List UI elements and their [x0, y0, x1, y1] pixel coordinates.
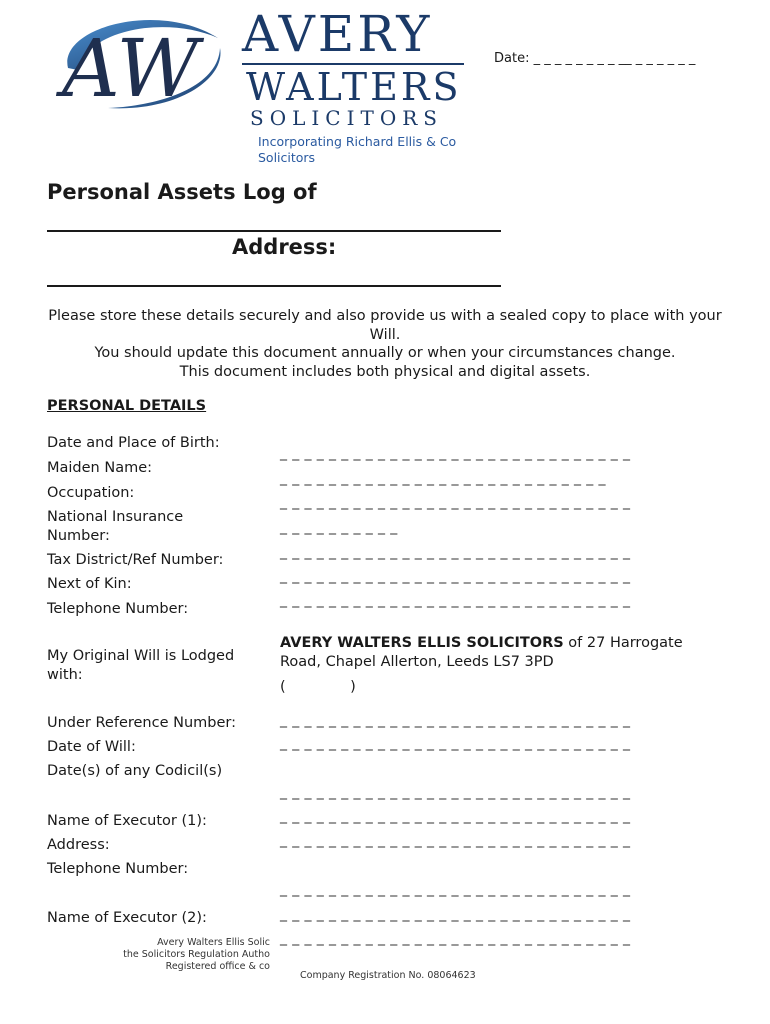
intro-line-3: This document includes both physical and digital assets.	[179, 363, 591, 380]
svg-text:AW: AW	[62, 22, 199, 112]
footer-line-2: the Solicitors Regulation Autho	[123, 949, 270, 960]
label-reference: Under Reference Number:	[47, 715, 237, 731]
entry-executor-1-address[interactable]: _ _ _ _ _ _ _ _ _ _ _ _ _ _ _ _ _ _ _ _ _ _ _ _ _ _ _ _ _	[280, 832, 631, 848]
entry-phone[interactable]: _ _ _ _ _ _ _ _ _ _ _ _ _ _ _ _ _ _ _ _ _ _ _ _ _ _ _ _ _	[280, 592, 631, 608]
entry-reference[interactable]: _ _ _ _ _ _ _ _ _ _ _ _ _ _ _ _ _ _ _ _ _ _ _ _ _ _ _ _ _	[280, 712, 631, 728]
footer-line-1: Avery Walters Ellis Solic	[157, 937, 270, 948]
address-heading: Address:	[232, 235, 337, 259]
entry-executor-1[interactable]: _ _ _ _ _ _ _ _ _ _ _ _ _ _ _ _ _ _ _ _ _ _ _ _ _ _ _ _ _	[280, 808, 631, 824]
entry-occupation[interactable]: _ _ _ _ _ _ _ _ _ _ _ _ _ _ _ _ _ _ _ _ _ _ _ _ _ _ _ _ _	[280, 494, 631, 510]
section-heading: PERSONAL DETAILS	[47, 398, 207, 414]
intro-line-2: You should update this document annually or when your circumstances change.	[94, 345, 676, 361]
name-entry-line[interactable]	[47, 230, 501, 232]
will-lodged-firm: AVERY WALTERS ELLIS SOLICITORS	[280, 635, 564, 651]
label-tax: Tax District/Ref Number:	[47, 552, 224, 568]
label-executor-1-phone: Telephone Number:	[47, 861, 189, 877]
intro-text	[47, 307, 723, 381]
will-lodged-address: of 27 Harrogate Road, Chapel Allerton, Leeds LS7 3PD	[280, 635, 683, 670]
label-will-lodged: My Original Will is Lodged with:	[47, 648, 235, 683]
address-entry-line[interactable]	[47, 285, 501, 287]
entry-maiden[interactable]: _ _ _ _ _ _ _ _ _ _ _ _ _ _ _ _ _ _ _ _ _ _ _ _ _ _ _	[280, 470, 606, 486]
footer-company-reg: Company Registration No. 08064623	[300, 970, 476, 981]
entry-tax[interactable]: _ _ _ _ _ _ _ _ _ _ _ _ _ _ _ _ _ _ _ _ _ _ _ _ _ _ _ _ _	[280, 544, 631, 560]
entry-codicil[interactable]: _ _ _ _ _ _ _ _ _ _ _ _ _ _ _ _ _ _ _ _ _ _ _ _ _ _ _ _ _	[280, 784, 631, 800]
label-executor-1-address: Address:	[47, 837, 110, 853]
firm-name-solicitors: SOLICITORS	[250, 106, 443, 130]
label-phone: Telephone Number:	[47, 601, 189, 617]
will-lodged-paren[interactable]: ( )	[280, 679, 356, 695]
firm-name-avery: AVERY	[242, 5, 433, 63]
entry-executor-2[interactable]: _ _ _ _ _ _ _ _ _ _ _ _ _ _ _ _ _ _ _ _ _ _ _ _ _ _ _ _ _	[280, 906, 631, 922]
label-maiden: Maiden Name:	[47, 460, 153, 476]
entry-ni[interactable]: _ _ _ _ _ _ _ _ _ _	[280, 519, 398, 535]
logo-aw-icon	[48, 8, 228, 112]
intro-line-1: Please store these details securely and also provide us with a sealed copy to place with your Will.	[48, 308, 722, 343]
date-field[interactable]: Date: _ _ _ _ _ _ _ _ __ _ _ _ _ _ _	[494, 51, 696, 66]
firm-incorporating: Incorporating Richard Ellis & Co Solicitors	[258, 134, 457, 165]
entry-birth[interactable]: _ _ _ _ _ _ _ _ _ _ _ _ _ _ _ _ _ _ _ _ _ _ _ _ _ _ _ _ _	[280, 445, 631, 461]
entry-will-date[interactable]: _ _ _ _ _ _ _ _ _ _ _ _ _ _ _ _ _ _ _ _ _ _ _ _ _ _ _ _ _	[280, 735, 631, 751]
page-title: Personal Assets Log of	[47, 180, 317, 204]
label-kin: Next of Kin:	[47, 576, 132, 592]
label-birth: Date and Place of Birth:	[47, 435, 220, 451]
label-codicil: Date(s) of any Codicil(s)	[47, 763, 223, 779]
label-ni: National Insurance Number:	[47, 509, 184, 544]
entry-executor-2-extra[interactable]: _ _ _ _ _ _ _ _ _ _ _ _ _ _ _ _ _ _ _ _ _ _ _ _ _ _ _ _ _	[280, 930, 631, 946]
label-occupation: Occupation:	[47, 485, 135, 501]
footer-line-3: Registered office & co	[165, 961, 270, 972]
will-lodged-value	[280, 634, 720, 672]
firm-name-walters: WALTERS	[246, 65, 462, 109]
entry-executor-1-phone[interactable]: _ _ _ _ _ _ _ _ _ _ _ _ _ _ _ _ _ _ _ _ _ _ _ _ _ _ _ _ _	[280, 881, 631, 897]
entry-kin[interactable]: _ _ _ _ _ _ _ _ _ _ _ _ _ _ _ _ _ _ _ _ _ _ _ _ _ _ _ _ _	[280, 568, 631, 584]
label-will-date: Date of Will:	[47, 739, 136, 755]
label-executor-2: Name of Executor (2):	[47, 910, 207, 926]
label-executor-1: Name of Executor (1):	[47, 813, 207, 829]
